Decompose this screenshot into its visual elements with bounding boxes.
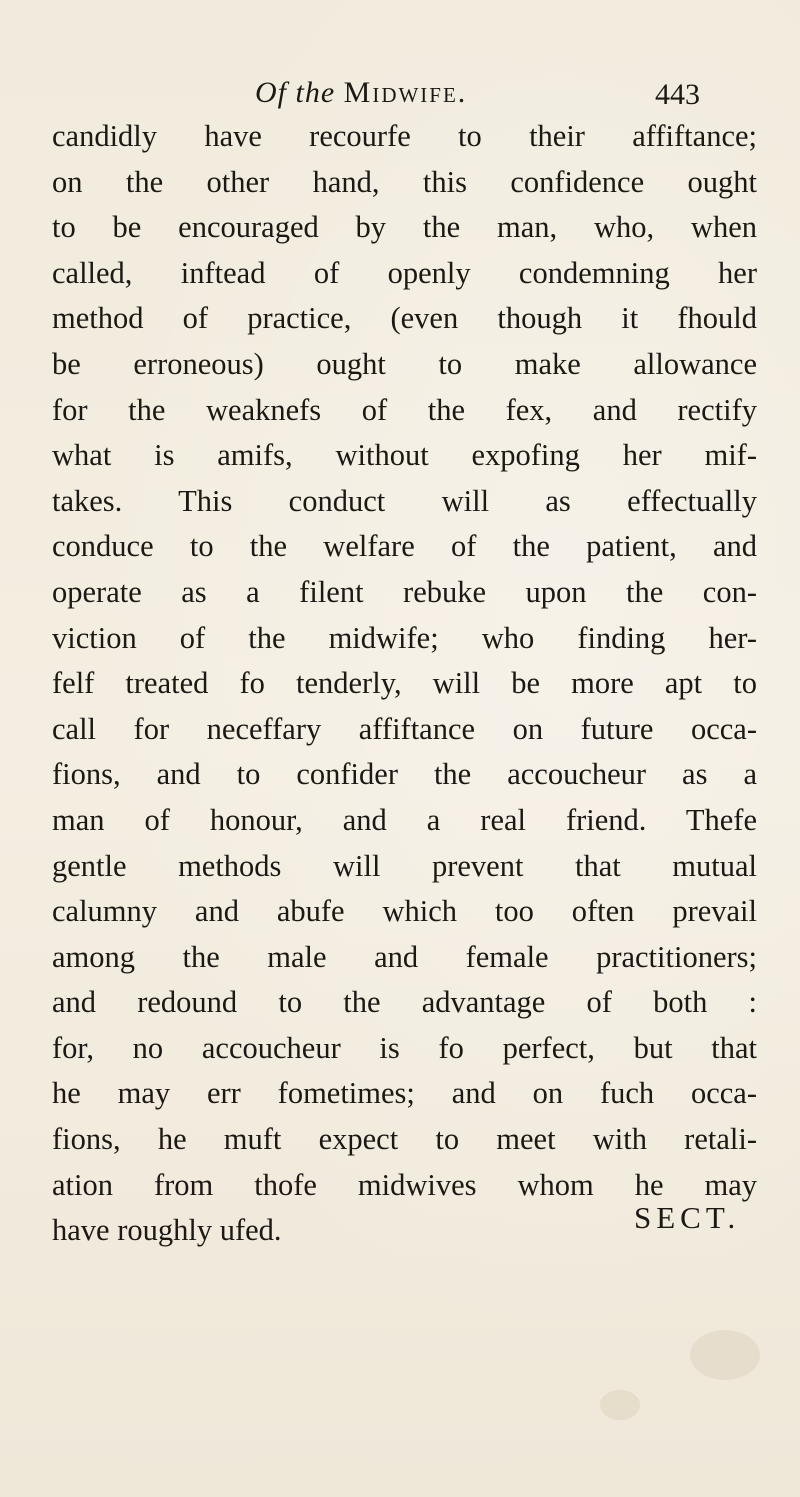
paper-stain [600,1390,640,1420]
text-line: for, no accoucheur is fo perfect, but that [52,1030,757,1065]
running-head [255,72,700,112]
text-line: called, inftead of openly condemning her [52,255,757,290]
text-line: call for neceffary affiftance on future occa- [52,711,757,746]
text-line: to be encouraged by the man, who, when [52,210,757,245]
text-line: felf treated fo tenderly, will be more apt to [52,666,757,701]
text-line: on the other hand, this confidence ought [52,164,757,199]
running-title [255,76,467,110]
text-line: calumny and abufe which too often prevail [52,894,757,929]
paper-stain [690,1330,760,1380]
running-title-prefix: Of the [255,76,336,109]
text-line: method of practice, (even though it fhould [52,301,757,336]
running-title-main: Midwife. [343,76,468,109]
text-line: candidly have recourfe to their affiftance; [52,119,757,153]
text-line: fions, he muft expect to meet with retali- [52,1122,757,1157]
text-line: man of honour, and a real friend. Thefe [52,802,757,837]
text-line: be erroneous) ought to make allowance [52,346,757,381]
text-line: what is amifs, without expofing her mif- [52,438,757,473]
text-line: fions, and to confider the accoucheur as a [52,757,757,792]
text-line: he may err fometimes; and on fuch occa- [52,1076,757,1111]
catchword: SECT. [634,1200,741,1235]
text-line: operate as a filent rebuke upon the con- [52,574,757,609]
text-line: among the male and female practitioners; [52,939,757,974]
page-number: 443 [655,78,700,111]
text-line-last: have roughly ufed. [52,1213,282,1248]
text-line: gentle methods will prevent that mutual [52,848,757,883]
text-line: conduce to the welfare of the patient, and [52,529,757,564]
text-line: for the weaknefs of the fex, and rectify [52,392,757,427]
text-line: takes. This conduct will as effectually [52,483,757,518]
text-line: and redound to the advantage of both : [52,985,757,1020]
body-text [52,114,757,1254]
text-line: viction of the midwife; who finding her- [52,620,757,655]
text-line: ation from thofe midwives whom he may [52,1167,757,1202]
